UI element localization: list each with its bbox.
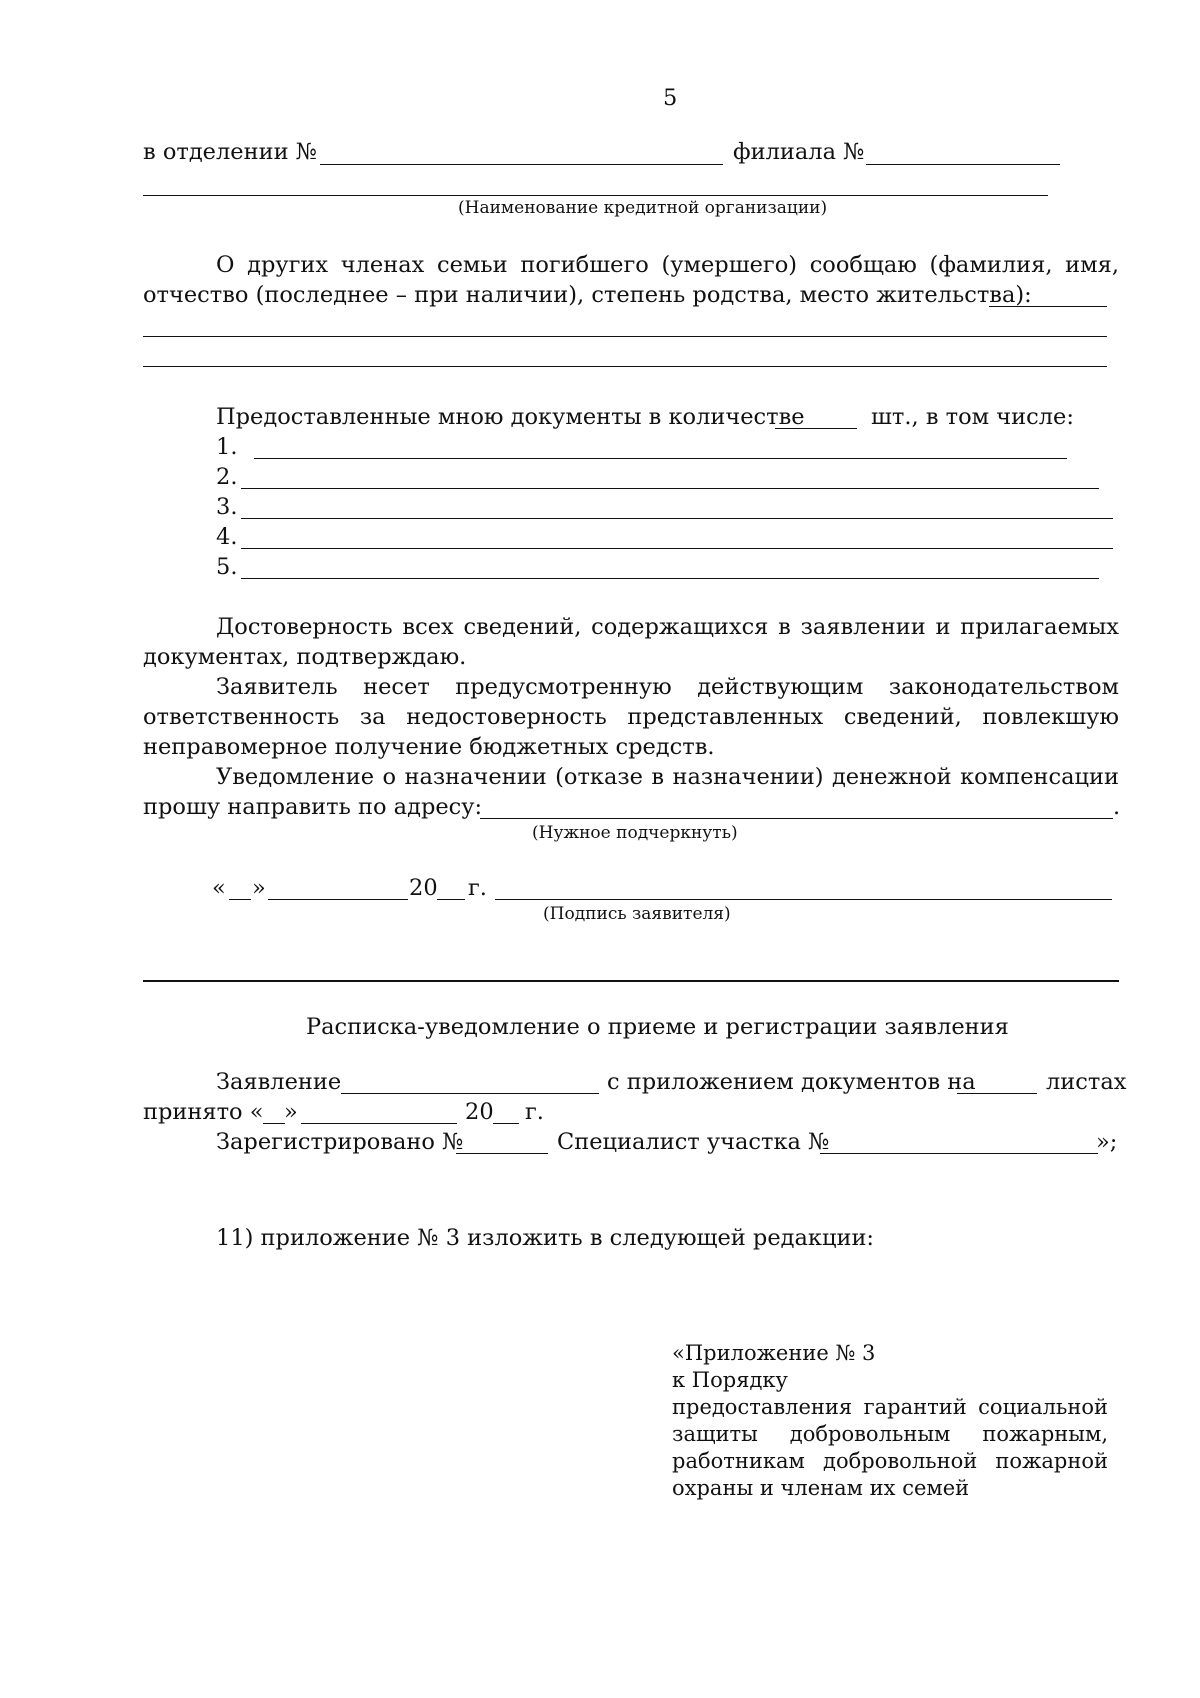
family-info-line-3 [143, 366, 1107, 367]
document-item-line [241, 578, 1099, 579]
family-paragraph-line2: отчество (последнее – при наличии), степень родства, место жительства): [143, 282, 1032, 308]
reliability-paragraph: Достоверность всех сведений, содержащихся в заявлении и прилагаемых документах, подтверждаю. [143, 614, 1119, 670]
receipt-year-line [493, 1123, 519, 1124]
receipt-year-suffix: г. [525, 1099, 544, 1125]
receipt-attachments-label: с приложением документов на [607, 1069, 976, 1095]
document-item-number: 5. [216, 554, 238, 580]
appendix-line: охраны и членам их семей [672, 1476, 970, 1500]
date-open-quote: « [212, 875, 226, 901]
documents-intro-b: шт., в том числе: [871, 404, 1074, 430]
date-year-line [437, 899, 465, 900]
signature-line [495, 899, 1112, 900]
date-year-suffix: г. [468, 875, 487, 901]
branch-label: в отделении № [143, 139, 318, 165]
family-info-line-1 [989, 306, 1107, 307]
document-item-line [241, 488, 1099, 489]
document-item-number: 3. [216, 494, 238, 520]
filial-label: филиала № [733, 139, 865, 165]
receipt-accepted-label: принято « [143, 1099, 264, 1125]
date-close-quote: » [252, 875, 266, 901]
document-item-line [254, 458, 1067, 459]
family-line1-text: О других членах семьи погибшего (умершего) сообщаю (фамилия, имя, [216, 252, 1119, 278]
receipt-registered-label: Зарегистрировано № [216, 1129, 464, 1155]
document-item-number: 4. [216, 524, 238, 550]
date-month-line [268, 899, 408, 900]
date-day-line [229, 899, 251, 900]
receipt-specialist-label: Специалист участка № [557, 1129, 830, 1155]
notification-address-period: . [1113, 794, 1121, 820]
receipt-close-quote: » [284, 1099, 298, 1125]
notification-paragraph-line1: Уведомление о назначении (отказе в назначении) денежной компенсации [216, 764, 1119, 790]
date-year-prefix: 20 [409, 875, 438, 901]
receipt-sheets-line [957, 1093, 1037, 1094]
receipt-month-line [301, 1123, 457, 1124]
receipt-sheets-label: листах [1046, 1069, 1127, 1095]
filial-number-line [866, 164, 1060, 165]
receipt-application-line [341, 1093, 599, 1094]
receipt-year-prefix: 20 [465, 1099, 494, 1125]
notification-address-line [480, 818, 1113, 819]
appendix-to-order: к Порядку [672, 1368, 788, 1392]
appendix-heading [672, 1340, 1108, 1502]
receipt-closing-quote: »; [1096, 1129, 1118, 1155]
receipt-registered-number-line [456, 1153, 548, 1154]
underline-caption: (Нужное подчеркнуть) [532, 823, 738, 843]
document-item-line [241, 518, 1113, 519]
branch-number-line [320, 164, 723, 165]
document-item-line [241, 548, 1113, 549]
receipt-title: Расписка-уведомление о приеме и регистрации заявления [306, 1014, 1009, 1040]
signature-caption: (Подпись заявителя) [543, 904, 731, 924]
receipt-application-label: Заявление [216, 1069, 342, 1095]
appendix-line: защиты добровольным пожарным, [672, 1422, 1108, 1446]
bank-name-caption: (Наименование кредитной организации) [458, 198, 828, 218]
section-separator [143, 980, 1119, 982]
bank-name-line [143, 195, 1048, 196]
receipt-specialist-number-line [820, 1153, 1098, 1154]
documents-count-line [775, 428, 857, 429]
notification-address-label: прошу направить по адресу: [143, 794, 483, 820]
confirmation-block [143, 612, 1119, 792]
family-info-line-2 [143, 336, 1107, 337]
appendix-title: «Приложение № 3 [672, 1341, 876, 1365]
amendment-item: 11) приложение № 3 изложить в следующей редакции: [216, 1225, 875, 1251]
receipt-day-line [263, 1123, 285, 1124]
responsibility-paragraph: Заявитель несет предусмотренную действующим законодательством ответственность за недостоверность представленных сведений, повлекшую неправомерное получение бюджетных средств. [143, 674, 1119, 760]
document-item-number: 2. [216, 464, 238, 490]
appendix-line: предоставления гарантий социальной [672, 1395, 1108, 1419]
document-item-number: 1. [216, 434, 238, 460]
appendix-line: работникам добровольной пожарной [672, 1449, 1108, 1473]
family-paragraph-line1 [216, 250, 1119, 280]
page-number: 5 [663, 85, 678, 111]
documents-intro-a: Предоставленные мною документы в количестве [216, 404, 805, 430]
